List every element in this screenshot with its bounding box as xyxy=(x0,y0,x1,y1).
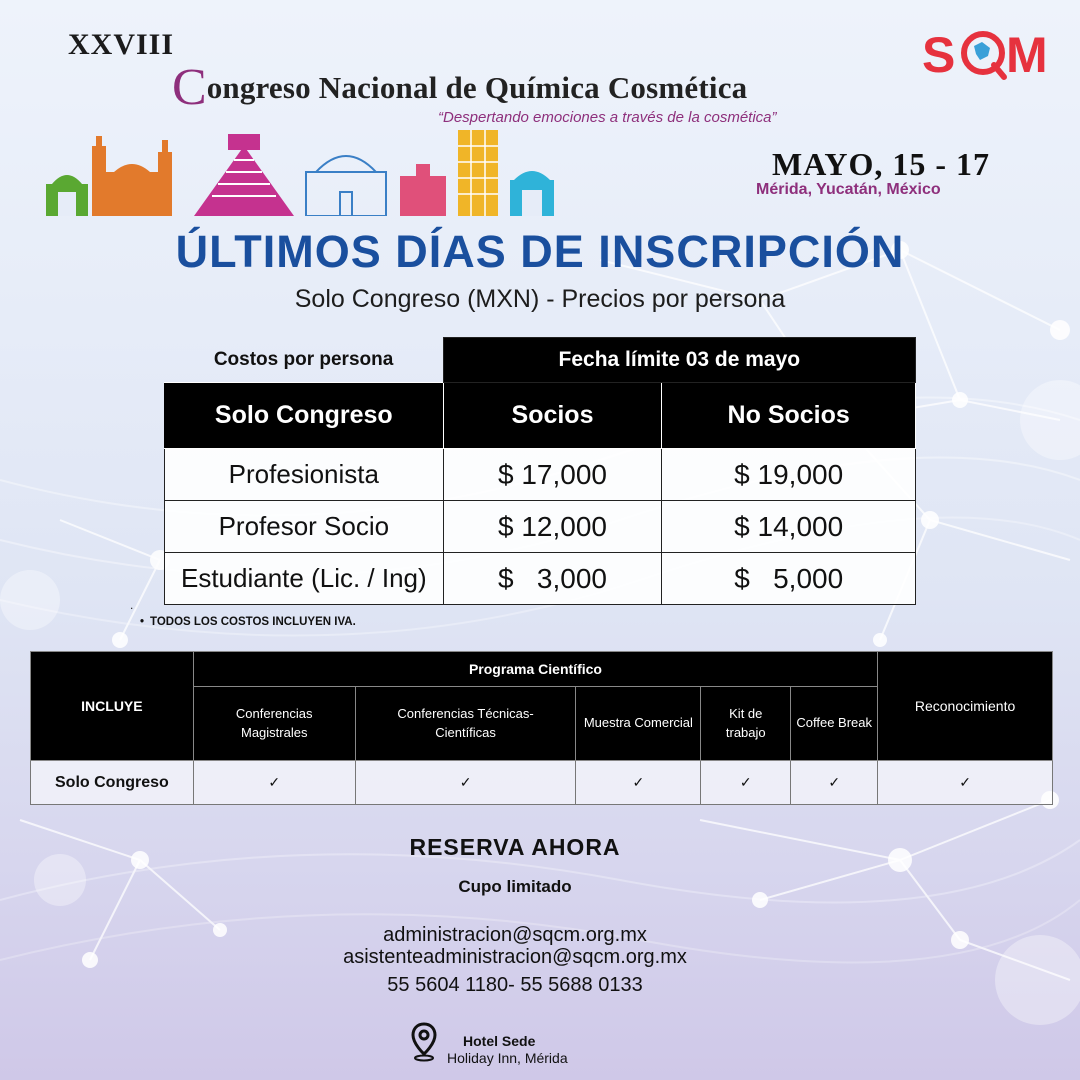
check-icon: ✓ xyxy=(193,761,355,805)
includes-header-row xyxy=(31,652,1053,687)
price-table-top-row xyxy=(165,338,916,383)
deadline-header: Fecha límite 03 de mayo xyxy=(443,338,915,383)
column-header-members: Socios xyxy=(443,383,662,449)
headline: ÚLTIMOS DÍAS DE INSCRIPCIÓN xyxy=(175,226,905,277)
title-text: ongreso Nacional de Química Cosmética xyxy=(206,70,748,105)
event-date: MAYO, 15 - 17 xyxy=(772,146,991,182)
costs-label: Costos por persona xyxy=(213,348,394,370)
item-keynotes: Conferencias Magistrales xyxy=(193,687,355,761)
item-technical-talks: Conferencias Técnicas-Científicas xyxy=(355,687,576,761)
check-icon: ✓ xyxy=(878,761,1053,805)
row-category: Profesor Socio xyxy=(165,501,444,553)
title-initial: C xyxy=(172,59,207,116)
row-category: Profesionista xyxy=(165,449,444,501)
price-members: $ 17,000 xyxy=(443,449,662,501)
table-row xyxy=(165,501,916,553)
email-primary[interactable]: administracion@sqcm.org.mx xyxy=(383,924,647,946)
table-row xyxy=(31,761,1053,805)
row-category: Estudiante (Lic. / Ing) xyxy=(165,553,444,605)
table-row xyxy=(165,553,916,605)
limited-seats: Cupo limitado xyxy=(458,877,572,896)
svg-text:M: M xyxy=(1006,27,1048,83)
bullet-icon: • xyxy=(140,616,145,628)
church-orange xyxy=(92,136,172,216)
event-location: Mérida, Yucatán, México xyxy=(756,181,941,198)
subheadline: Solo Congreso (MXN) - Precios por persona xyxy=(294,285,786,313)
table-row xyxy=(165,449,916,501)
phone-numbers[interactable]: 55 5604 1180- 55 5688 0133 xyxy=(387,974,643,996)
price-table xyxy=(164,337,916,605)
item-work-kit: Kit de trabajo xyxy=(701,687,791,761)
reserve-now-title: RESERVA AHORA xyxy=(409,834,621,860)
check-icon: ✓ xyxy=(355,761,576,805)
check-icon: ✓ xyxy=(701,761,791,805)
price-members: $ 12,000 xyxy=(443,501,662,553)
item-coffee-break: Coffee Break xyxy=(791,687,878,761)
includes-row-label: Solo Congreso xyxy=(31,761,194,805)
pyramid-magenta xyxy=(194,134,294,216)
email-secondary[interactable]: asistenteadministracion@sqcm.org.mx xyxy=(343,946,687,968)
venue-name: Holiday Inn, Mérida xyxy=(447,1050,568,1066)
stray-dot: . xyxy=(130,598,134,612)
price-non-members: $ 14,000 xyxy=(662,501,916,553)
sqm-logo xyxy=(920,24,1060,84)
check-icon: ✓ xyxy=(576,761,701,805)
item-trade-show: Muestra Comercial xyxy=(576,687,701,761)
scientific-program-header: Programa Científico xyxy=(193,652,877,687)
column-header-category: Solo Congreso xyxy=(165,383,444,449)
check-icon: ✓ xyxy=(791,761,878,805)
svg-text:S: S xyxy=(922,27,956,83)
church-pink xyxy=(400,164,446,216)
column-header-non-members: No Socios xyxy=(662,383,916,449)
price-members: $ 3,000 xyxy=(443,553,662,605)
tower-yellow xyxy=(458,130,498,216)
edition-number: XXVIII xyxy=(68,28,175,61)
tax-note xyxy=(140,616,356,628)
venue-label: Hotel Sede xyxy=(463,1033,536,1049)
price-table-header-row xyxy=(165,383,916,449)
recognition-header: Reconocimiento xyxy=(878,652,1053,761)
tax-note-text: TODOS LOS COSTOS INCLUYEN IVA. xyxy=(150,616,356,628)
includes-table xyxy=(30,651,1053,805)
cathedral-blue xyxy=(306,156,386,216)
includes-label: INCLUYE xyxy=(31,652,194,761)
slogan: “Despertando emociones a través de la cosmética” xyxy=(438,109,777,126)
price-non-members: $ 5,000 xyxy=(662,553,916,605)
merida-skyline-illustration xyxy=(44,126,584,216)
price-non-members: $ 19,000 xyxy=(662,449,916,501)
location-pin-icon xyxy=(410,1022,438,1062)
